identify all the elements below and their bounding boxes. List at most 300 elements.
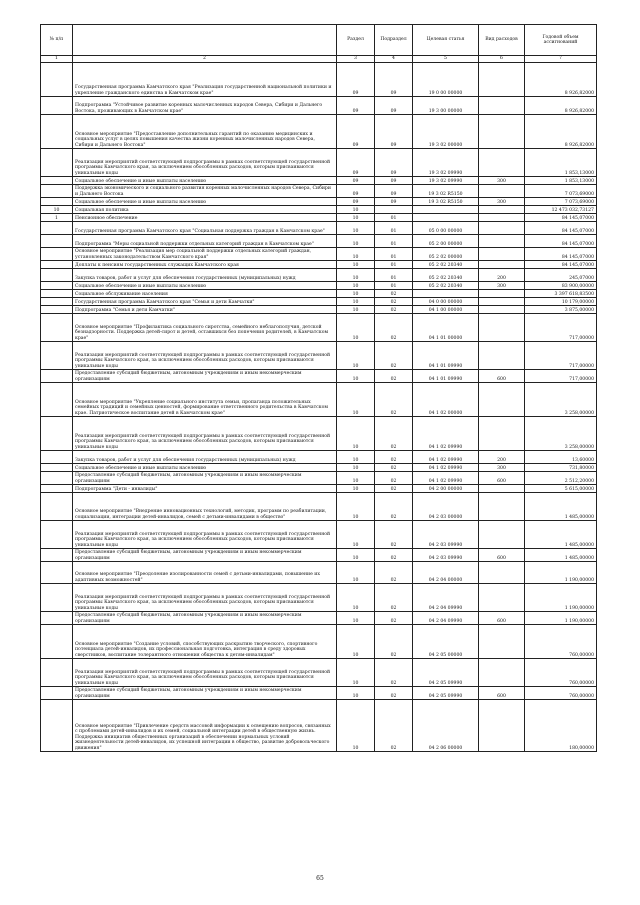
row-razdel-cell: 10	[337, 472, 375, 485]
row-podrazdel-cell: 01	[375, 214, 413, 222]
row-razdel-cell: 10	[337, 314, 375, 342]
row-target-article-cell: 05 2 02 20340	[413, 269, 479, 282]
row-podrazdel-cell: 02	[375, 464, 413, 472]
row-razdel-cell: 09	[337, 185, 375, 198]
row-podrazdel-cell: 02	[375, 493, 413, 521]
row-amount-cell: 1 190,00000	[525, 584, 597, 612]
row-razdel-cell: 10	[337, 248, 375, 261]
row-amount-cell: 1 485,00000	[525, 521, 597, 549]
column-numbers-row	[41, 56, 597, 63]
row-number-cell	[41, 521, 73, 549]
row-number-cell: 1	[41, 214, 73, 222]
row-number-cell	[41, 261, 73, 269]
row-target-article-cell	[413, 290, 479, 298]
row-podrazdel-cell: 09	[375, 63, 413, 97]
row-number-cell	[41, 612, 73, 625]
row-expense-type-cell	[479, 383, 525, 417]
row-amount-cell: 3 875,00000	[525, 306, 597, 314]
row-razdel-cell: 10	[337, 222, 375, 235]
table-row	[41, 464, 597, 472]
table-row	[41, 485, 597, 493]
row-amount-cell: 1 853,13000	[525, 149, 597, 177]
row-razdel-cell: 10	[337, 687, 375, 700]
row-name-cell: Государственная программа Камчатского края "Семья и дети Камчатки"	[73, 298, 337, 306]
row-amount-cell: 717,00000	[525, 370, 597, 383]
row-amount-cell: 3 258,00000	[525, 383, 597, 417]
row-amount-cell: 760,00000	[525, 625, 597, 659]
row-number-cell	[41, 235, 73, 248]
row-podrazdel-cell: 02	[375, 370, 413, 383]
row-razdel-cell: 10	[337, 306, 375, 314]
row-number-cell	[41, 185, 73, 198]
row-podrazdel-cell: 02	[375, 584, 413, 612]
row-name-cell: Реализация мероприятий соответствующей подпрограммы в рамках соответствующей государственной программы Камчатского края, за исключением обособленных расходов, которым присваиваются уникальные коды	[73, 342, 337, 370]
row-expense-type-cell: 600	[479, 370, 525, 383]
header-razdel: Раздел	[337, 25, 375, 56]
table-row	[41, 214, 597, 222]
row-razdel-cell: 10	[337, 417, 375, 451]
row-razdel-cell: 10	[337, 584, 375, 612]
row-amount-cell: 7 073,69000	[525, 198, 597, 206]
row-expense-type-cell	[479, 562, 525, 584]
row-podrazdel-cell: 01	[375, 222, 413, 235]
row-podrazdel-cell: 02	[375, 314, 413, 342]
row-target-article-cell: 04 2 05 00000	[413, 625, 479, 659]
table-row	[41, 235, 597, 248]
row-target-article-cell: 04 2 00 00000	[413, 485, 479, 493]
row-name-cell: Государственная программа Камчатского края "Реализация государственной национальной политики и укрепление гражданского единства в Камчатском крае"	[73, 63, 337, 97]
row-podrazdel-cell: 02	[375, 625, 413, 659]
column-number: 6	[479, 56, 525, 63]
row-expense-type-cell	[479, 314, 525, 342]
row-target-article-cell: 04 1 01 00000	[413, 314, 479, 342]
row-razdel-cell: 10	[337, 549, 375, 562]
row-name-cell: Основное мероприятие "Профилактика социального сиротства, семейного неблагополучия, детской безнадзорности. Поддержка детей-сирот и детей, оставшихся без попечения родителей, в Камчатском крае"	[73, 314, 337, 342]
row-name-cell: Основное мероприятие "Преодоление изолированности семей с детьми-инвалидами, повышение их адаптивных возможностей"	[73, 562, 337, 584]
row-expense-type-cell	[479, 700, 525, 752]
row-amount-cell: 83 900,00000	[525, 282, 597, 290]
row-name-cell: Подпрограмма "Меры социальной поддержки отдельных категорий граждан в Камчатском крае"	[73, 235, 337, 248]
row-podrazdel-cell: 01	[375, 235, 413, 248]
row-number-cell	[41, 562, 73, 584]
table-row	[41, 298, 597, 306]
row-amount-cell: 1 190,00000	[525, 612, 597, 625]
row-expense-type-cell	[479, 248, 525, 261]
row-target-article-cell: 04 2 05 09990	[413, 687, 479, 700]
row-expense-type-cell	[479, 185, 525, 198]
row-name-cell: Социальное обслуживание населения	[73, 290, 337, 298]
row-target-article-cell	[413, 214, 479, 222]
row-target-article-cell: 04 2 03 00000	[413, 493, 479, 521]
row-number-cell	[41, 63, 73, 97]
row-expense-type-cell	[479, 97, 525, 115]
row-podrazdel-cell: 09	[375, 97, 413, 115]
row-name-cell: Основное мероприятие "Создание условий, способствующих раскрытию творческого, спортивного потенциала детей-инвалидов, их профессиональная подготовка, интеграция в среду здоровых сверстников, воспитание толерантного отношения общества к детям-инвалидам"	[73, 625, 337, 659]
row-number-cell	[41, 269, 73, 282]
row-expense-type-cell	[479, 206, 525, 214]
row-razdel-cell: 10	[337, 370, 375, 383]
row-target-article-cell: 04 1 02 09990	[413, 451, 479, 464]
header-podrazdel: Подраздел	[375, 25, 413, 56]
row-expense-type-cell	[479, 417, 525, 451]
row-razdel-cell: 10	[337, 282, 375, 290]
table-row	[41, 282, 597, 290]
row-target-article-cell: 05 2 02 20340	[413, 282, 479, 290]
row-name-cell: Социальное обеспечение и иные выплаты населению	[73, 464, 337, 472]
row-target-article-cell: 04 2 03 09990	[413, 521, 479, 549]
row-amount-cell: 84 145,07000	[525, 248, 597, 261]
row-podrazdel-cell: 02	[375, 485, 413, 493]
column-number: 5	[413, 56, 479, 63]
row-expense-type-cell	[479, 659, 525, 687]
table-row	[41, 115, 597, 149]
page-number: 65	[316, 875, 324, 882]
row-expense-type-cell	[479, 290, 525, 298]
row-amount-cell: 3 258,00000	[525, 417, 597, 451]
row-razdel-cell: 10	[337, 464, 375, 472]
row-amount-cell: 8 926,82000	[525, 63, 597, 97]
column-number: 1	[41, 56, 73, 63]
row-number-cell	[41, 97, 73, 115]
header-annual-volume: Годовой объем ассигнований	[525, 25, 597, 56]
table-row	[41, 687, 597, 700]
table-row	[41, 149, 597, 177]
row-target-article-cell: 04 2 06 00000	[413, 700, 479, 752]
row-razdel-cell: 10	[337, 493, 375, 521]
row-podrazdel-cell: 01	[375, 269, 413, 282]
row-number-cell	[41, 314, 73, 342]
row-amount-cell: 1 190,00000	[525, 562, 597, 584]
row-podrazdel-cell: 02	[375, 290, 413, 298]
row-razdel-cell: 10	[337, 290, 375, 298]
row-name-cell: Основное мероприятие "Реализация мер социальной поддержки отдельных категорий граждан, установленных законодательством Камчатского края"	[73, 248, 337, 261]
row-amount-cell: 1 853,13000	[525, 177, 597, 185]
row-amount-cell: 84 145,07000	[525, 222, 597, 235]
row-name-cell: Основное мероприятие "Предоставление дополнительных гарантий по оказанию медицинских и социальных услуг в целях повышения качества жизни коренных малочисленных народов Севера, Сибири и Дальнего Востока"	[73, 115, 337, 149]
table-body	[41, 63, 597, 752]
row-target-article-cell: 19 3 02 00000	[413, 115, 479, 149]
row-razdel-cell: 10	[337, 485, 375, 493]
row-number-cell	[41, 687, 73, 700]
row-razdel-cell: 10	[337, 451, 375, 464]
row-target-article-cell: 05 2 02 00000	[413, 248, 479, 261]
table-row	[41, 290, 597, 298]
table-row	[41, 584, 597, 612]
row-razdel-cell: 10	[337, 214, 375, 222]
row-amount-cell: 7 073,69000	[525, 185, 597, 198]
row-razdel-cell: 09	[337, 115, 375, 149]
row-target-article-cell	[413, 206, 479, 214]
row-target-article-cell: 04 1 02 09990	[413, 464, 479, 472]
row-target-article-cell: 04 1 01 09990	[413, 370, 479, 383]
row-amount-cell: 13,60000	[525, 451, 597, 464]
row-name-cell: Реализация мероприятий соответствующей подпрограммы в рамках соответствующей государственной программы Камчатского края, за исключением обособленных расходов, которым присваиваются уникальные коды	[73, 584, 337, 612]
row-name-cell: Подпрограмма "Устойчивое развитие коренных малочисленных народов Севера, Сибири и Дальнего Востока, проживающих в Камчатском крае"	[73, 97, 337, 115]
table-row	[41, 451, 597, 464]
table-row	[41, 659, 597, 687]
row-razdel-cell: 10	[337, 659, 375, 687]
table-row	[41, 383, 597, 417]
row-number-cell	[41, 298, 73, 306]
row-name-cell: Государственная программа Камчатского края "Социальная поддержка граждан в Камчатском крае"	[73, 222, 337, 235]
row-name-cell: Подпрограмма "Дети - инвалиды"	[73, 485, 337, 493]
row-target-article-cell: 04 1 02 00000	[413, 383, 479, 417]
row-expense-type-cell	[479, 485, 525, 493]
table-row	[41, 625, 597, 659]
row-amount-cell: 84 145,07000	[525, 214, 597, 222]
row-amount-cell: 8 926,82000	[525, 97, 597, 115]
row-podrazdel-cell: 02	[375, 383, 413, 417]
budget-table	[40, 24, 597, 752]
row-expense-type-cell	[479, 521, 525, 549]
row-target-article-cell: 04 2 04 09990	[413, 612, 479, 625]
row-amount-cell: 1 485,00000	[525, 493, 597, 521]
row-podrazdel-cell: 02	[375, 659, 413, 687]
row-expense-type-cell: 300	[479, 464, 525, 472]
row-name-cell: Реализация мероприятий соответствующей подпрограммы в рамках соответствующей государственной программы Камчатского края, за исключением обособленных расходов, которым присваиваются уникальные коды	[73, 149, 337, 177]
row-number-cell	[41, 306, 73, 314]
row-expense-type-cell	[479, 115, 525, 149]
row-razdel-cell: 10	[337, 625, 375, 659]
table-row	[41, 562, 597, 584]
row-razdel-cell: 10	[337, 235, 375, 248]
row-expense-type-cell: 300	[479, 282, 525, 290]
row-number-cell: 10	[41, 206, 73, 214]
row-target-article-cell: 04 1 00 00000	[413, 306, 479, 314]
row-name-cell: Доплаты к пенсиям государственных служащих Камчатского края	[73, 261, 337, 269]
header-num: № п/п	[41, 25, 73, 56]
row-razdel-cell: 10	[337, 206, 375, 214]
table-row	[41, 493, 597, 521]
row-podrazdel-cell: 02	[375, 687, 413, 700]
row-expense-type-cell	[479, 63, 525, 97]
row-name-cell: Закупка товаров, работ и услуг для обеспечения государственных (муниципальных) нужд	[73, 451, 337, 464]
row-podrazdel-cell: 09	[375, 177, 413, 185]
row-expense-type-cell: 300	[479, 198, 525, 206]
row-target-article-cell: 04 1 02 09990	[413, 472, 479, 485]
row-podrazdel-cell: 01	[375, 248, 413, 261]
row-expense-type-cell: 600	[479, 612, 525, 625]
row-podrazdel-cell: 02	[375, 451, 413, 464]
row-amount-cell: 10 179,00000	[525, 298, 597, 306]
row-amount-cell: 2 512,20000	[525, 472, 597, 485]
table-row	[41, 370, 597, 383]
table-row	[41, 222, 597, 235]
row-name-cell: Основное мероприятие "Привлечение средств массовой информации к освещению вопросов, связанных с проблемами детей-инвалидов и их семей, социальной интеграции детей в общественную жизнь. Поддержка инициатив общественных организаций в обеспечении нормальных условий жизнедеятельности детей-инвалидов, их успешной интеграции в общество, развитие добровольческого движения"	[73, 700, 337, 752]
row-target-article-cell: 04 2 05 09990	[413, 659, 479, 687]
row-number-cell	[41, 342, 73, 370]
row-amount-cell: 3 397 618,83500	[525, 290, 597, 298]
row-razdel-cell: 10	[337, 562, 375, 584]
row-razdel-cell: 10	[337, 700, 375, 752]
row-podrazdel-cell: 09	[375, 198, 413, 206]
row-expense-type-cell	[479, 235, 525, 248]
row-podrazdel-cell: 02	[375, 298, 413, 306]
row-amount-cell: 84 145,07000	[525, 261, 597, 269]
row-number-cell	[41, 417, 73, 451]
column-number: 3	[337, 56, 375, 63]
row-name-cell: Социальное обеспечение и иные выплаты населению	[73, 177, 337, 185]
row-expense-type-cell: 300	[479, 177, 525, 185]
row-name-cell: Предоставление субсидий бюджетным, автономным учреждениям и иным некоммерческим организациям	[73, 612, 337, 625]
row-target-article-cell: 04 1 01 09990	[413, 342, 479, 370]
row-target-article-cell: 04 2 04 09990	[413, 584, 479, 612]
budget-document-page	[40, 24, 596, 752]
row-number-cell	[41, 464, 73, 472]
table-row	[41, 269, 597, 282]
row-name-cell: Социальное обеспечение и иные выплаты населению	[73, 198, 337, 206]
row-amount-cell: 760,00000	[525, 687, 597, 700]
row-number-cell	[41, 549, 73, 562]
row-podrazdel-cell: 02	[375, 342, 413, 370]
table-row	[41, 198, 597, 206]
row-razdel-cell: 10	[337, 383, 375, 417]
row-target-article-cell: 19 3 02 09990	[413, 177, 479, 185]
row-expense-type-cell	[479, 342, 525, 370]
row-number-cell	[41, 222, 73, 235]
row-name-cell: Предоставление субсидий бюджетным, автономным учреждениям и иным некоммерческим организациям	[73, 472, 337, 485]
table-row	[41, 700, 597, 752]
row-number-cell	[41, 584, 73, 612]
row-podrazdel-cell	[375, 206, 413, 214]
table-row	[41, 63, 597, 97]
row-podrazdel-cell: 09	[375, 149, 413, 177]
row-amount-cell: 1 485,00000	[525, 549, 597, 562]
row-expense-type-cell: 200	[479, 451, 525, 464]
row-number-cell	[41, 115, 73, 149]
table-row	[41, 177, 597, 185]
row-expense-type-cell	[479, 493, 525, 521]
row-number-cell	[41, 370, 73, 383]
row-razdel-cell: 09	[337, 198, 375, 206]
row-name-cell: Подпрограмма "Семья и дети Камчатки"	[73, 306, 337, 314]
row-expense-type-cell	[479, 306, 525, 314]
table-row	[41, 612, 597, 625]
row-expense-type-cell: 600	[479, 687, 525, 700]
row-name-cell: Предоставление субсидий бюджетным, автономным учреждениям и иным некоммерческим организациям	[73, 370, 337, 383]
row-podrazdel-cell: 02	[375, 417, 413, 451]
table-row	[41, 342, 597, 370]
row-number-cell	[41, 290, 73, 298]
row-name-cell: Основное мероприятие "Укрепление социального института семьи, пропаганда положительных семейных традиций и семейных ценностей, формирование ответственного родительства в Камчатском крае. Патриотическое воспитание детей в Камчатском крае"	[73, 383, 337, 417]
table-header-row	[41, 25, 597, 56]
row-name-cell: Предоставление субсидий бюджетным, автономным учреждениям и иным некоммерческим организациям	[73, 549, 337, 562]
row-target-article-cell: 04 2 04 00000	[413, 562, 479, 584]
row-razdel-cell: 09	[337, 149, 375, 177]
row-expense-type-cell: 600	[479, 549, 525, 562]
row-target-article-cell: 05 0 00 00000	[413, 222, 479, 235]
table-row	[41, 206, 597, 214]
header-name	[73, 25, 337, 56]
row-name-cell: Закупка товаров, работ и услуг для обеспечения государственных (муниципальных) нужд	[73, 269, 337, 282]
row-number-cell	[41, 485, 73, 493]
row-razdel-cell: 10	[337, 612, 375, 625]
row-name-cell: Социальная политика	[73, 206, 337, 214]
row-podrazdel-cell: 02	[375, 562, 413, 584]
row-number-cell	[41, 198, 73, 206]
row-razdel-cell: 10	[337, 521, 375, 549]
column-number: 4	[375, 56, 413, 63]
row-razdel-cell: 09	[337, 97, 375, 115]
row-number-cell	[41, 149, 73, 177]
row-name-cell: Реализация мероприятий соответствующей подпрограммы в рамках соответствующей государственной программы Камчатского края, за исключением обособленных расходов, которым присваиваются уникальные коды	[73, 659, 337, 687]
row-amount-cell: 84 145,07000	[525, 235, 597, 248]
row-expense-type-cell: 200	[479, 269, 525, 282]
row-target-article-cell: 19 0 00 00000	[413, 63, 479, 97]
row-razdel-cell: 10	[337, 269, 375, 282]
table-row	[41, 261, 597, 269]
row-amount-cell: 245,07000	[525, 269, 597, 282]
row-amount-cell: 760,00000	[525, 659, 597, 687]
row-target-article-cell: 05 2 02 20340	[413, 261, 479, 269]
table-row	[41, 314, 597, 342]
row-target-article-cell: 05 2 00 00000	[413, 235, 479, 248]
row-podrazdel-cell: 02	[375, 612, 413, 625]
row-expense-type-cell	[479, 261, 525, 269]
row-razdel-cell: 10	[337, 261, 375, 269]
row-expense-type-cell	[479, 214, 525, 222]
table-row	[41, 97, 597, 115]
row-number-cell	[41, 625, 73, 659]
row-podrazdel-cell: 02	[375, 472, 413, 485]
row-expense-type-cell	[479, 625, 525, 659]
row-number-cell	[41, 383, 73, 417]
row-number-cell	[41, 451, 73, 464]
row-number-cell	[41, 248, 73, 261]
table-row	[41, 521, 597, 549]
row-podrazdel-cell: 01	[375, 261, 413, 269]
row-amount-cell: 717,00000	[525, 342, 597, 370]
row-name-cell: Социальное обеспечение и иные выплаты населению	[73, 282, 337, 290]
row-razdel-cell: 09	[337, 177, 375, 185]
row-podrazdel-cell: 02	[375, 306, 413, 314]
row-number-cell	[41, 472, 73, 485]
row-amount-cell: 731,80000	[525, 464, 597, 472]
row-name-cell: Реализация мероприятий соответствующей подпрограммы в рамках соответствующей государственной программы Камчатского края, за исключением обособленных расходов, которым присваиваются уникальные коды	[73, 417, 337, 451]
header-expense-type: Вид расходов	[479, 25, 525, 56]
row-number-cell	[41, 177, 73, 185]
table-row	[41, 417, 597, 451]
table-row	[41, 472, 597, 485]
table-row	[41, 306, 597, 314]
row-expense-type-cell	[479, 298, 525, 306]
row-target-article-cell: 19 3 02 09990	[413, 149, 479, 177]
row-razdel-cell: 09	[337, 63, 375, 97]
row-target-article-cell: 04 1 02 09990	[413, 417, 479, 451]
row-number-cell	[41, 700, 73, 752]
table-row	[41, 248, 597, 261]
row-name-cell: Пенсионное обеспечение	[73, 214, 337, 222]
column-number: 7	[525, 56, 597, 63]
row-expense-type-cell	[479, 149, 525, 177]
row-podrazdel-cell: 09	[375, 185, 413, 198]
row-number-cell	[41, 659, 73, 687]
row-podrazdel-cell: 09	[375, 115, 413, 149]
row-expense-type-cell	[479, 222, 525, 235]
row-podrazdel-cell: 02	[375, 700, 413, 752]
row-target-article-cell: 19 3 02 R5150	[413, 185, 479, 198]
row-target-article-cell: 19 3 02 R5150	[413, 198, 479, 206]
table-row	[41, 549, 597, 562]
header-target-article: Целевая статья	[413, 25, 479, 56]
row-podrazdel-cell: 01	[375, 282, 413, 290]
row-razdel-cell: 10	[337, 298, 375, 306]
row-razdel-cell: 10	[337, 342, 375, 370]
row-amount-cell: 5 615,00000	[525, 485, 597, 493]
row-name-cell: Реализация мероприятий соответствующей подпрограммы в рамках соответствующей государственной программы Камчатского края, за исключением обособленных расходов, которым присваиваются уникальные коды	[73, 521, 337, 549]
row-name-cell: Основное мероприятие "Внедрение инновационных технологий, методик, программ по реабилитации, социализации, интеграции детей-инвалидов, семей с детьми-инвалидами в общество"	[73, 493, 337, 521]
row-amount-cell: 180,00000	[525, 700, 597, 752]
